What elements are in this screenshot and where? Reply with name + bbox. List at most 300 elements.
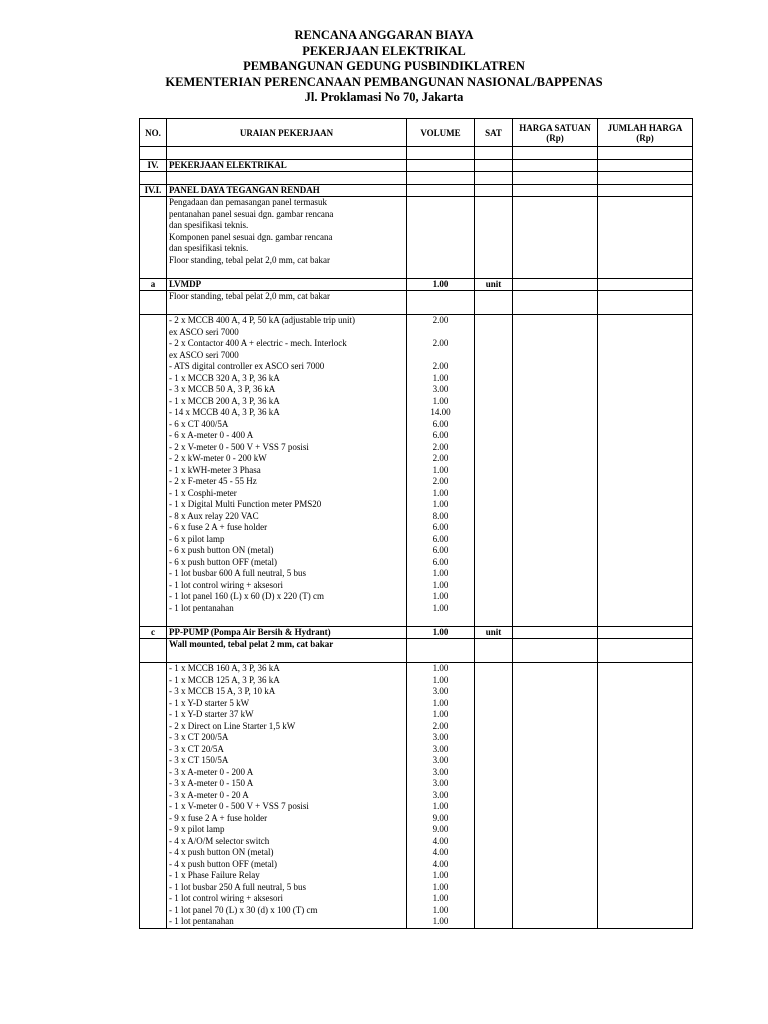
row-volume-cell: 1.00 — [407, 580, 475, 592]
row-total-price-cell — [598, 744, 693, 756]
row-description-cell: - 2 x F-meter 45 - 55 Hz — [167, 476, 407, 488]
row-number-cell — [140, 790, 167, 802]
row-total-price-cell — [598, 291, 693, 303]
table-row — [140, 350, 693, 362]
row-number-cell — [140, 291, 167, 303]
table-row — [140, 172, 693, 185]
row-number-cell — [140, 209, 167, 221]
row-description-cell: PANEL DAYA TEGANGAN RENDAH — [167, 184, 407, 197]
row-total-price-cell — [598, 419, 693, 431]
row-number-cell — [140, 453, 167, 465]
table-row — [140, 396, 693, 408]
row-unit-cell — [475, 603, 513, 615]
row-unit-cell — [475, 407, 513, 419]
row-unit-cell — [475, 499, 513, 511]
row-volume-cell — [407, 232, 475, 244]
row-total-price-cell — [598, 709, 693, 721]
row-unit-cell — [475, 209, 513, 221]
row-volume-cell: 3.00 — [407, 778, 475, 790]
row-total-price-cell — [598, 614, 693, 626]
row-unit-price-cell — [513, 651, 598, 663]
row-number-cell — [140, 675, 167, 687]
row-volume-cell: 3.00 — [407, 384, 475, 396]
row-total-price-cell — [598, 442, 693, 454]
row-number-cell — [140, 859, 167, 871]
table-row — [140, 488, 693, 500]
row-volume-cell — [407, 172, 475, 185]
row-volume-cell — [407, 291, 475, 303]
row-unit-cell — [475, 396, 513, 408]
row-volume-cell — [407, 243, 475, 255]
row-description-cell: - 6 x push button OFF (metal) — [167, 557, 407, 569]
row-unit-price-cell — [513, 327, 598, 339]
row-number-cell — [140, 639, 167, 651]
row-volume-cell: 14.00 — [407, 407, 475, 419]
row-unit-cell — [475, 870, 513, 882]
row-unit-cell — [475, 580, 513, 592]
row-volume-cell: 3.00 — [407, 686, 475, 698]
row-total-price-cell — [598, 859, 693, 871]
row-unit-cell — [475, 545, 513, 557]
table-row — [140, 916, 693, 928]
row-unit-cell — [475, 442, 513, 454]
row-number-cell: IV.I. — [140, 184, 167, 197]
row-volume-cell: 1.00 — [407, 882, 475, 894]
row-total-price-cell — [598, 243, 693, 255]
row-unit-price-cell — [513, 580, 598, 592]
row-total-price-cell — [598, 476, 693, 488]
row-unit-price-cell — [513, 350, 598, 362]
row-number-cell — [140, 232, 167, 244]
row-number-cell — [140, 488, 167, 500]
row-unit-price-cell — [513, 614, 598, 626]
row-description-cell: - 1 lot busbar 250 A full neutral, 5 bus — [167, 882, 407, 894]
table-row — [140, 801, 693, 813]
row-unit-price-cell — [513, 511, 598, 523]
row-description-cell: - 6 x pilot lamp — [167, 534, 407, 546]
row-unit-price-cell — [513, 534, 598, 546]
row-unit-cell — [475, 243, 513, 255]
table-row — [140, 905, 693, 917]
row-number-cell — [140, 255, 167, 267]
table-row — [140, 614, 693, 626]
row-unit-price-cell — [513, 603, 598, 615]
row-number-cell: IV. — [140, 159, 167, 172]
row-number-cell — [140, 663, 167, 675]
row-total-price-cell — [598, 686, 693, 698]
row-description-cell: - 6 x fuse 2 A + fuse holder — [167, 522, 407, 534]
row-volume-cell: 1.00 — [407, 603, 475, 615]
table-row — [140, 709, 693, 721]
column-header-unit: SAT — [475, 119, 513, 147]
row-description-cell: - 1 lot pentanahan — [167, 603, 407, 615]
row-unit-cell — [475, 220, 513, 232]
row-unit-price-cell — [513, 790, 598, 802]
row-unit-cell — [475, 732, 513, 744]
row-description-cell: PEKERJAAN ELEKTRIKAL — [167, 159, 407, 172]
row-volume-cell: 1.00 — [407, 396, 475, 408]
row-unit-cell — [475, 453, 513, 465]
row-description-cell: - 1 x MCCB 160 A, 3 P, 36 kA — [167, 663, 407, 675]
row-description-cell: - 1 x Phase Failure Relay — [167, 870, 407, 882]
table-row — [140, 147, 693, 160]
row-total-price-cell — [598, 453, 693, 465]
row-number-cell — [140, 534, 167, 546]
row-description-cell: - 1 lot panel 70 (L) x 30 (d) x 100 (T) cm — [167, 905, 407, 917]
row-total-price-cell — [598, 350, 693, 362]
row-number-cell — [140, 721, 167, 733]
row-unit-price-cell — [513, 465, 598, 477]
row-number-cell — [140, 916, 167, 928]
row-volume-cell — [407, 147, 475, 160]
row-volume-cell: 6.00 — [407, 557, 475, 569]
row-unit-cell — [475, 465, 513, 477]
row-total-price-cell — [598, 373, 693, 385]
row-unit-cell — [475, 836, 513, 848]
table-row — [140, 384, 693, 396]
row-description-cell: Pengadaan dan pemasangan panel termasuk — [167, 197, 407, 209]
row-number-cell — [140, 350, 167, 362]
row-total-price-cell — [598, 580, 693, 592]
row-description-cell — [167, 266, 407, 278]
row-number-cell — [140, 361, 167, 373]
table-row — [140, 675, 693, 687]
row-volume-cell: 3.00 — [407, 755, 475, 767]
table-row — [140, 686, 693, 698]
row-unit-cell — [475, 824, 513, 836]
row-total-price-cell — [598, 778, 693, 790]
row-number-cell — [140, 396, 167, 408]
row-unit-cell — [475, 430, 513, 442]
row-total-price-cell — [598, 732, 693, 744]
row-unit-price-cell — [513, 384, 598, 396]
row-number-cell — [140, 755, 167, 767]
row-unit-cell — [475, 266, 513, 278]
row-volume-cell: 4.00 — [407, 836, 475, 848]
row-description-cell: - 2 x kW-meter 0 - 200 kW — [167, 453, 407, 465]
row-number-cell — [140, 686, 167, 698]
row-unit-price-cell — [513, 255, 598, 267]
row-total-price-cell — [598, 315, 693, 327]
row-number-cell — [140, 266, 167, 278]
row-volume-cell — [407, 255, 475, 267]
table-row — [140, 243, 693, 255]
row-unit-cell — [475, 893, 513, 905]
row-total-price-cell — [598, 626, 693, 639]
row-volume-cell — [407, 614, 475, 626]
row-number-cell — [140, 442, 167, 454]
row-volume-cell — [407, 159, 475, 172]
row-unit-price-cell — [513, 278, 598, 291]
row-unit-cell — [475, 315, 513, 327]
row-description-cell: - 2 x MCCB 400 A, 4 P, 50 kA (adjustable trip unit) — [167, 315, 407, 327]
budget-table — [139, 118, 693, 929]
row-total-price-cell — [598, 232, 693, 244]
row-description-cell: - 1 lot control wiring + aksesori — [167, 580, 407, 592]
row-number-cell — [140, 430, 167, 442]
row-unit-price-cell — [513, 172, 598, 185]
table-row — [140, 499, 693, 511]
row-description-cell: - 1 x Y-D starter 37 kW — [167, 709, 407, 721]
table-row — [140, 327, 693, 339]
row-unit-cell — [475, 488, 513, 500]
row-total-price-cell — [598, 893, 693, 905]
row-unit-cell — [475, 801, 513, 813]
table-row — [140, 361, 693, 373]
row-volume-cell: 1.00 — [407, 675, 475, 687]
row-volume-cell: 8.00 — [407, 511, 475, 523]
row-description-cell: LVMDP — [167, 278, 407, 291]
row-unit-price-cell — [513, 430, 598, 442]
row-unit-cell — [475, 778, 513, 790]
row-description-cell: - 1 x MCCB 125 A, 3 P, 36 kA — [167, 675, 407, 687]
row-unit-cell — [475, 755, 513, 767]
row-volume-cell: 4.00 — [407, 859, 475, 871]
table-row — [140, 465, 693, 477]
row-unit-price-cell — [513, 744, 598, 756]
row-unit-cell — [475, 663, 513, 675]
row-number-cell — [140, 243, 167, 255]
row-description-cell: - 1 x Cosphi-meter — [167, 488, 407, 500]
row-total-price-cell — [598, 338, 693, 350]
row-volume-cell: 1.00 — [407, 373, 475, 385]
row-volume-cell: 3.00 — [407, 732, 475, 744]
row-number-cell — [140, 870, 167, 882]
row-number-cell — [140, 801, 167, 813]
row-description-cell: - 4 x push button ON (metal) — [167, 847, 407, 859]
table-row — [140, 407, 693, 419]
table-row — [140, 626, 693, 639]
table-row — [140, 419, 693, 431]
row-total-price-cell — [598, 488, 693, 500]
row-total-price-cell — [598, 278, 693, 291]
row-description-cell: - 4 x A/O/M selector switch — [167, 836, 407, 848]
row-description-cell: - 2 x V-meter 0 - 500 V + VSS 7 posisi — [167, 442, 407, 454]
row-description-cell: Floor standing, tebal pelat 2,0 mm, cat bakar — [167, 255, 407, 267]
row-unit-price-cell — [513, 373, 598, 385]
row-unit-cell — [475, 361, 513, 373]
row-total-price-cell — [598, 663, 693, 675]
row-total-price-cell — [598, 767, 693, 779]
row-description-cell — [167, 651, 407, 663]
row-unit-cell — [475, 419, 513, 431]
table-row — [140, 870, 693, 882]
row-total-price-cell — [598, 303, 693, 315]
row-volume-cell — [407, 327, 475, 339]
row-number-cell — [140, 557, 167, 569]
row-description-cell: dan spesifikasi teknis. — [167, 243, 407, 255]
row-description-cell: Wall mounted, tebal pelat 2 mm, cat bakar — [167, 639, 407, 651]
row-total-price-cell — [598, 522, 693, 534]
row-number-cell — [140, 893, 167, 905]
row-description-cell: - 6 x A-meter 0 - 400 A — [167, 430, 407, 442]
row-unit-cell — [475, 568, 513, 580]
row-unit-price-cell — [513, 396, 598, 408]
row-volume-cell: 2.00 — [407, 315, 475, 327]
table-row — [140, 744, 693, 756]
row-description-cell: - 4 x push button OFF (metal) — [167, 859, 407, 871]
row-volume-cell — [407, 651, 475, 663]
row-volume-cell: 1.00 — [407, 709, 475, 721]
row-description-cell: - 9 x pilot lamp — [167, 824, 407, 836]
row-number-cell — [140, 614, 167, 626]
row-volume-cell: 1.00 — [407, 801, 475, 813]
column-header-volume: VOLUME — [407, 119, 475, 147]
row-total-price-cell — [598, 675, 693, 687]
row-total-price-cell — [598, 721, 693, 733]
row-volume-cell: 2.00 — [407, 442, 475, 454]
row-volume-cell: 3.00 — [407, 790, 475, 802]
row-volume-cell: 1.00 — [407, 663, 475, 675]
table-row — [140, 767, 693, 779]
row-total-price-cell — [598, 534, 693, 546]
row-unit-price-cell — [513, 778, 598, 790]
row-description-cell: - 1 x MCCB 200 A, 3 P, 36 kA — [167, 396, 407, 408]
table-row — [140, 159, 693, 172]
row-unit-price-cell — [513, 407, 598, 419]
table-row — [140, 859, 693, 871]
table-row — [140, 430, 693, 442]
title-line: PEKERJAAN ELEKTRIKAL — [302, 43, 466, 58]
table-row — [140, 557, 693, 569]
row-description-cell: PP-PUMP (Pompa Air Bersih & Hydrant) — [167, 626, 407, 639]
row-unit-cell — [475, 686, 513, 698]
row-description-cell: - 6 x CT 400/5A — [167, 419, 407, 431]
row-total-price-cell — [598, 801, 693, 813]
row-unit-price-cell — [513, 243, 598, 255]
row-total-price-cell — [598, 651, 693, 663]
table-row — [140, 580, 693, 592]
row-description-cell: - ATS digital controller ex ASCO seri 7000 — [167, 361, 407, 373]
row-unit-price-cell — [513, 476, 598, 488]
row-number-cell — [140, 591, 167, 603]
row-number-cell — [140, 220, 167, 232]
row-total-price-cell — [598, 603, 693, 615]
row-description-cell: - 1 x Y-D starter 5 kW — [167, 698, 407, 710]
row-description-cell: Floor standing, tebal pelat 2,0 mm, cat bakar — [167, 291, 407, 303]
row-unit-cell — [475, 384, 513, 396]
row-description-cell: - 3 x A-meter 0 - 200 A — [167, 767, 407, 779]
row-number-cell — [140, 327, 167, 339]
row-number-cell — [140, 499, 167, 511]
row-total-price-cell — [598, 882, 693, 894]
row-number-cell — [140, 197, 167, 209]
row-total-price-cell — [598, 327, 693, 339]
row-total-price-cell — [598, 557, 693, 569]
title-line: Jl. Proklamasi No 70, Jakarta — [304, 90, 464, 104]
row-unit-price-cell — [513, 767, 598, 779]
row-unit-cell: unit — [475, 278, 513, 291]
row-number-cell — [140, 732, 167, 744]
row-total-price-cell — [598, 197, 693, 209]
row-unit-cell — [475, 744, 513, 756]
row-unit-price-cell — [513, 266, 598, 278]
row-number-cell: c — [140, 626, 167, 639]
row-description-cell — [167, 614, 407, 626]
table-row — [140, 755, 693, 767]
row-number-cell — [140, 580, 167, 592]
row-unit-price-cell — [513, 442, 598, 454]
table-row — [140, 663, 693, 675]
row-unit-price-cell — [513, 801, 598, 813]
row-volume-cell: 4.00 — [407, 847, 475, 859]
row-number-cell — [140, 709, 167, 721]
row-total-price-cell — [598, 511, 693, 523]
row-volume-cell: 6.00 — [407, 419, 475, 431]
row-unit-price-cell — [513, 361, 598, 373]
row-description-cell — [167, 303, 407, 315]
row-unit-cell — [475, 651, 513, 663]
row-volume-cell: 1.00 — [407, 893, 475, 905]
row-total-price-cell — [598, 824, 693, 836]
row-total-price-cell — [598, 905, 693, 917]
row-volume-cell: 1.00 — [407, 591, 475, 603]
row-unit-price-cell — [513, 859, 598, 871]
row-volume-cell — [407, 303, 475, 315]
row-unit-cell — [475, 350, 513, 362]
row-total-price-cell — [598, 407, 693, 419]
table-row — [140, 698, 693, 710]
row-unit-price-cell — [513, 220, 598, 232]
row-unit-cell — [475, 790, 513, 802]
row-volume-cell: 3.00 — [407, 744, 475, 756]
row-total-price-cell — [598, 209, 693, 221]
row-unit-price-cell — [513, 499, 598, 511]
row-unit-cell — [475, 534, 513, 546]
table-row — [140, 184, 693, 197]
row-volume-cell — [407, 220, 475, 232]
row-volume-cell — [407, 639, 475, 651]
row-total-price-cell — [598, 384, 693, 396]
row-unit-price-cell — [513, 675, 598, 687]
table-row — [140, 603, 693, 615]
row-number-cell — [140, 651, 167, 663]
row-number-cell — [140, 522, 167, 534]
row-volume-cell: 1.00 — [407, 916, 475, 928]
row-total-price-cell — [598, 147, 693, 160]
row-unit-cell — [475, 721, 513, 733]
table-row — [140, 442, 693, 454]
row-volume-cell: 1.00 — [407, 488, 475, 500]
row-description-cell: - 3 x CT 20/5A — [167, 744, 407, 756]
table-row — [140, 338, 693, 350]
row-description-cell: - 1 lot busbar 600 A full neutral, 5 bus — [167, 568, 407, 580]
row-unit-price-cell — [513, 568, 598, 580]
row-number-cell — [140, 882, 167, 894]
row-description-cell: - 3 x MCCB 15 A, 3 P, 10 kA — [167, 686, 407, 698]
row-unit-cell — [475, 698, 513, 710]
row-number-cell — [140, 373, 167, 385]
row-number-cell — [140, 172, 167, 185]
table-row — [140, 790, 693, 802]
table-row — [140, 197, 693, 209]
row-number-cell — [140, 778, 167, 790]
table-row — [140, 591, 693, 603]
row-description-cell: - 1 x Digital Multi Function meter PMS20 — [167, 499, 407, 511]
row-unit-cell — [475, 197, 513, 209]
row-total-price-cell — [598, 790, 693, 802]
table-row — [140, 303, 693, 315]
row-description-cell: ex ASCO seri 7000 — [167, 327, 407, 339]
row-volume-cell: 3.00 — [407, 767, 475, 779]
row-unit-price-cell — [513, 639, 598, 651]
table-row — [140, 545, 693, 557]
row-volume-cell: 1.00 — [407, 465, 475, 477]
row-description-cell: ex ASCO seri 7000 — [167, 350, 407, 362]
row-description-cell: - 9 x fuse 2 A + fuse holder — [167, 813, 407, 825]
row-volume-cell: 1.00 — [407, 905, 475, 917]
row-description-cell: - 1 x MCCB 320 A, 3 P, 36 kA — [167, 373, 407, 385]
